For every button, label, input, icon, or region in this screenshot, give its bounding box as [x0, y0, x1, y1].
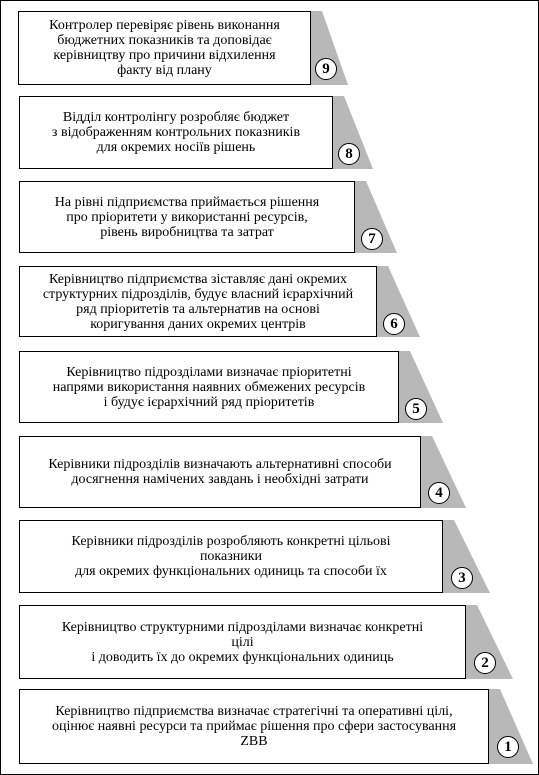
step-text-7: На рівні підприємства приймається рішення про пріоритети у використанні ресурсів, рівень виробництва та затрат [54, 194, 320, 240]
step-box-4 [19, 436, 421, 508]
step-text-2: Керівництво структурними підрозділами визначає конкретні цілі і доводить їх до окремих функціональних одиниць [61, 619, 424, 665]
step-number-9: 9 [315, 58, 337, 80]
step-number-5: 5 [405, 398, 427, 420]
step-text-6: Керівництво підприємства зіставляє дані окремих структурних підрозділів, будує власний ієрархічний ряд пріоритетів та альтернатив на основі коригування даних окремих центрів [42, 271, 354, 332]
step-box-9 [18, 11, 311, 85]
step-text-3: Керівники підрозділів розробляють конкретні цільові показники для окремих функціональних одиниць та способи їх [71, 534, 391, 579]
step-box-3 [19, 520, 443, 593]
step-box-2 [19, 605, 466, 679]
step-box-8 [19, 96, 333, 169]
step-number-7: 7 [361, 228, 383, 250]
step-box-5 [19, 351, 399, 423]
step-text-5: Керівництво підрозділами визначає пріоритетні напрями використання наявних обмежених ресурсів і будує ієрархічний ряд пріоритетів [52, 364, 366, 410]
step-box-1 [19, 689, 489, 764]
step-box-7 [19, 181, 355, 253]
step-number-6: 6 [383, 313, 405, 335]
step-number-8: 8 [338, 143, 360, 165]
step-number-2: 2 [474, 652, 496, 674]
step-box-6 [19, 266, 377, 337]
step-number-3: 3 [451, 567, 473, 589]
step-number-1: 1 [497, 736, 519, 758]
step-text-1: Керівництво підприємства визначає стратегічні та оперативні цілі, оцінює наявні ресурси та приймає рішення про сфери застосування ZBB [51, 704, 457, 749]
step-text-4: Керівники підрозділів визначають альтернативні способи досягнення намічених завдань і необхідні затрати [48, 457, 392, 487]
step-text-8: Відділ контролінгу розробляє бюджет з відображенням контрольних показників для окремих носіїв рішень [51, 110, 301, 155]
step-text-9: Контролер перевіряє рівень виконання бюджетних показників та доповідає керівництву про причини відхилення факту від плану [49, 18, 280, 78]
step-number-4: 4 [428, 482, 450, 504]
